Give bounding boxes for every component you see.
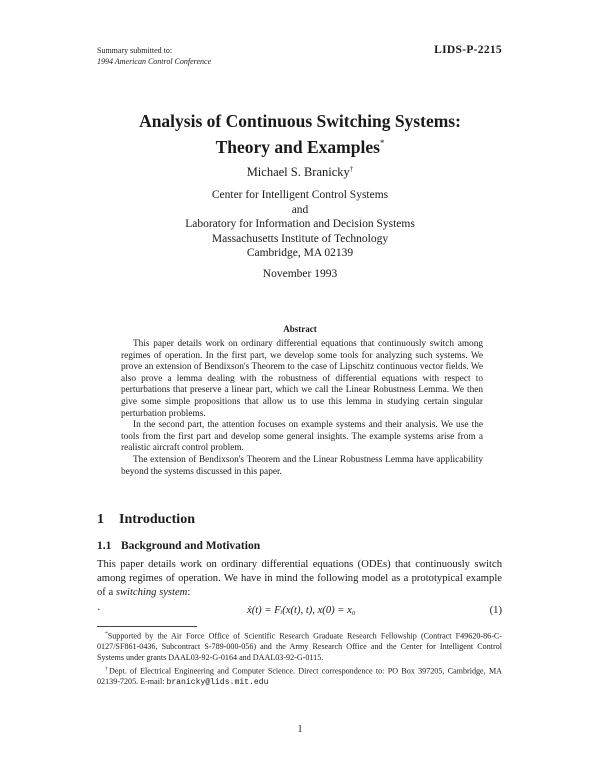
body-text-end: : (187, 587, 191, 598)
paper-title (0, 110, 600, 158)
intro-paragraph (97, 558, 502, 600)
title-line-2-text: Theory and Examples (215, 136, 380, 157)
abstract-heading: Abstract (283, 324, 317, 334)
title-line-1: Analysis of Continuous Switching Systems: (139, 111, 461, 131)
footnote-1 (97, 629, 502, 663)
abstract-paragraph: This paper details work on ordinary differential equations that continuously switch among regimes of operation. In the first part, we develop some tools for analyzing such systems. We prove an extension of Bendixson's Theorem to the case of Lipschitz continuous vector fields. We also prove a lemma dealing with the robustness of differential equations with respect to perturbations that preserve a linear part, which we call the Linear Robustness Lemma. We then give some simple propositions that allow us to use this lemma in studying certain singular perturbation problems. (121, 339, 483, 419)
report-number: LIDS-P-2215 (434, 44, 502, 56)
body-paragraph (97, 558, 502, 600)
abstract-paragraph: The extension of Bendixson's Theorem and the Linear Robustness Lemma have applicability beyond the systems discussed in this paper. (121, 454, 483, 477)
affiliation-line: and (291, 203, 309, 216)
footnote-rule (97, 626, 197, 627)
footnote-2-text: Dept. of Electrical Engineering and Computer Science. Direct correspondence to: PO Box 397205, Cambridge, MA 02139-7205. E-mail: (97, 666, 503, 686)
equation-number: (1) (489, 605, 502, 616)
section-title: Introduction (119, 512, 195, 527)
conference-venue: 1994 American Control Conference (97, 57, 212, 66)
body-text-start: This paper details work on ordinary differential equations (ODEs) that continuously switch among regimes of operation. We have in mind the following model as a prototypical example of a (97, 559, 502, 598)
author-footnote-mark: † (349, 165, 354, 173)
page-number: 1 (297, 724, 303, 735)
author-email: branicky@lids.mit.edu (166, 678, 269, 687)
footnote-1-text: Supported by the Air Force Office of Scientific Research Graduate Research Fellowship (Contract F49620-86-C-0127/SF861-0436, Subcontract S-789-000-056) and the Army Research Office and the Center for Intelligent Control Systems under grants DAAL03-92-G-0164 and DAAL03-92-G-0115. (97, 631, 502, 662)
author (0, 165, 600, 180)
submission-info (97, 45, 211, 67)
footnote-1-mark: * (105, 631, 108, 637)
abstract-body (121, 339, 483, 478)
affiliation (0, 188, 600, 261)
date: November 1993 (262, 268, 338, 280)
title-line-2 (0, 132, 600, 158)
equation-margin-dot: · (97, 605, 101, 616)
subsection-title: Background and Motivation (121, 540, 261, 552)
footnotes (97, 629, 502, 689)
subsection-number: 1.1 (97, 540, 112, 552)
abstract-paragraph: In the second part, the attention focuses on example systems and their analysis. We use the tools from the first part and develop some general insights. The example systems arise from a realistic aircraft control problem. (121, 420, 483, 454)
title-footnote-mark: * (379, 138, 385, 148)
equation-text: ẋ(t) = Fᵢ(x(t), t), x(0) = x₀ (247, 605, 356, 616)
subsection-heading (97, 540, 260, 552)
submission-label: Summary submitted to: (97, 46, 173, 55)
affiliation-line: Center for Intelligent Control Systems (211, 189, 389, 201)
affiliation-line: Massachusetts Institute of Technology (211, 232, 389, 245)
footnote-2-mark: † (105, 665, 110, 672)
author-name: Michael S. Branicky (246, 165, 350, 180)
affiliation-line: Cambridge, MA 02139 (246, 247, 354, 259)
section-heading (97, 512, 195, 528)
section-number: 1 (97, 512, 104, 527)
body-emphasis: switching system (115, 587, 188, 598)
affiliation-line: Laboratory for Information and Decision Systems (185, 218, 415, 230)
footnote-2 (97, 664, 502, 689)
